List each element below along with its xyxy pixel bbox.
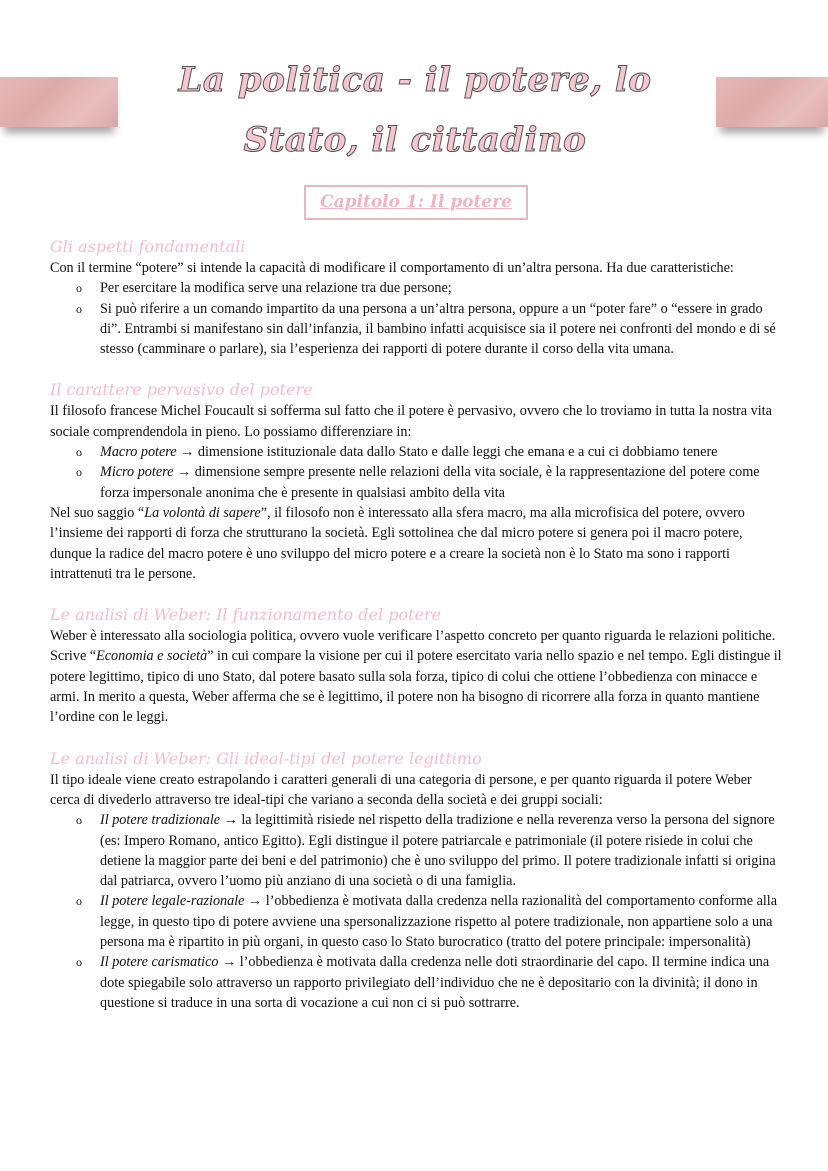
- chapter-heading: Capitolo 1: Il potere: [320, 192, 512, 212]
- section-intro: Il tipo ideale viene creato estrapolando i caratteri generali di una categoria di persone, e per quanto riguarda il potere Weber cerca di divederlo attraverso tre ideal-tipi che variano a seconda della società e dei gruppi sociali:: [50, 771, 752, 808]
- section-heading: Gli aspetti fondamentali: [50, 237, 246, 256]
- section-intro: Weber è interessato alla sociologia politica, ovvero vuole verificare l’aspetto concreto per quanto riguarda le relazioni politiche. Scrive “Economia e società” in cui compare la visione per cui il potere esercitato varia nello spazio e nel tempo. Egli distingue il potere legittimo, tipico di uno Stato, dal potere basato sulla sola forza, tipico di colui che ottiene l’obbedienza con minacce e armi. In merito a questa, Weber afferma che se è legittimo, il potere non ha bisogno di ricorrere alla forza in quanto mantiene l’ordine con le leggi.: [50, 628, 782, 726]
- section-intro: Il filosofo francese Michel Foucault si sofferma sul fatto che il potere è pervasivo, ovvero che lo troviamo in tutta la nostra vita sociale comprendendola in pieno. Lo possiamo differenziare in:: [50, 403, 772, 440]
- section-heading: Il carattere pervasivo del potere: [50, 380, 313, 400]
- list-item: o Si può riferire a un comando impartito da una persona a un’altra persona, oppure a un “poter fare” o “essere in grado di”. Entrambi si manifestano sin dall’infanzia, il bambino infatti acquisisce sia il potere nei confronti del mondo e di sé stesso (camminare o parlare), sia l’esperienza dei rapporti di potere durante il corso della vita umana.: [76, 300, 776, 358]
- arrow-icon: →: [180, 444, 195, 461]
- bullet-icon: o: [76, 281, 82, 296]
- arrow-icon: →: [222, 954, 237, 971]
- section-outro: Nel suo saggio “La volontà di sapere”, il filosofo non è interessato alla sfera macro, ma alla microfisica del potere, ovvero l’insieme dei rapporti di forza che strutturano la società. Egli sottolinea che dal micro potere si genera poi il macro potere, dunque la radice del macro potere è uno sviluppo del micro potere e a creare la società non è lo Stato ma sono i rapporti intrattenuti tra le persone.: [50, 504, 745, 582]
- list-item: o Per esercitare la modifica serve una relazione tra due persone;: [100, 278, 782, 298]
- arrow-icon: →: [248, 893, 263, 910]
- term: Il potere carismatico: [100, 954, 219, 971]
- section-heading: Le analisi di Weber: Il funzionamento del potere: [50, 605, 442, 625]
- page-title: La politica - il potere, lo Stato, il cittadino: [178, 60, 652, 160]
- bullet-list: [50, 442, 782, 503]
- list-item: o Il potere legale-razionale → l’obbedienza è motivata dalla credenza nella razionalità del comportamento conforme alla legge, in questo tipo di potere avviene una spersonalizzazione rispetto al potere tradizionale, non appartiene solo a una persona ma è ripartito in più organi, in questo caso lo Stato burocratico (tratto del potere principale: impersonalità): [76, 893, 778, 951]
- bullet-icon: o: [76, 813, 82, 828]
- section-heading: Le analisi di Weber: Gli ideal-tipi del potere legittimo: [50, 748, 482, 768]
- bullet-icon: o: [76, 955, 82, 970]
- document-body: [50, 236, 782, 1033]
- term: Il potere tradizionale: [100, 812, 221, 829]
- bullet-icon: o: [76, 301, 82, 316]
- bullet-list: [50, 810, 782, 1013]
- decorative-tape-right: [716, 77, 828, 127]
- section-fundamentals: [50, 236, 782, 359]
- arrow-icon: →: [176, 464, 192, 481]
- bullet-list: [50, 278, 782, 359]
- list-item: o Il potere carismatico → l’obbedienza è motivata dalla credenza nelle doti straordinarie del capo. Il termine indica una dote spiegabile solo attraverso un rapporto privilegiato dell’individuo che ne è depositario con la divinità; il dono in questione si traduce in una sorta di vocazione a cui non ci si può sottrarre.: [76, 954, 770, 1011]
- bullet-icon: o: [76, 465, 82, 480]
- decorative-tape-left: [0, 77, 118, 127]
- term: Micro potere: [100, 464, 174, 481]
- term: Il potere legale-razionale: [100, 893, 245, 910]
- bullet-icon: o: [76, 894, 82, 909]
- list-item: o Micro potere → dimensione sempre presente nelle relazioni della vita sociale, è la rappresentazione del potere come forza impersonale anonima che è presente in qualsiasi ambito della vita: [76, 464, 760, 501]
- list-item: o Il potere tradizionale → la legittimità risiede nel rispetto della tradizione e nella reverenza verso la persona del signore (es: Impero Romano, antico Egitto). Egli distingue il potere patriarcale e patrimoniale (il potere risiede in colui che detiene la maggior parte dei beni e del patrimonio) che è uno sviluppo del primo. Il potere tradizionale infatti si origina dal patriarca, ovvero l’uomo più anziano di una società o di una famiglia.: [76, 812, 776, 890]
- section-weber-ideal-types: [50, 748, 782, 1014]
- section-pervasive-power: [50, 379, 782, 584]
- bullet-icon: o: [76, 445, 82, 460]
- section-weber-functioning: [50, 604, 782, 727]
- term: Macro potere: [100, 444, 177, 461]
- section-intro: Con il termine “potere” si intende la capacità di modificare il comportamento di un’altra persona. Ha due caratteristiche:: [50, 260, 734, 276]
- chapter-heading-box: [304, 185, 528, 220]
- arrow-icon: →: [223, 812, 238, 829]
- list-item: o Macro potere → dimensione istituzionale data dallo Stato e dalle leggi che emana e a cui ci dobbiamo tenere: [100, 442, 782, 462]
